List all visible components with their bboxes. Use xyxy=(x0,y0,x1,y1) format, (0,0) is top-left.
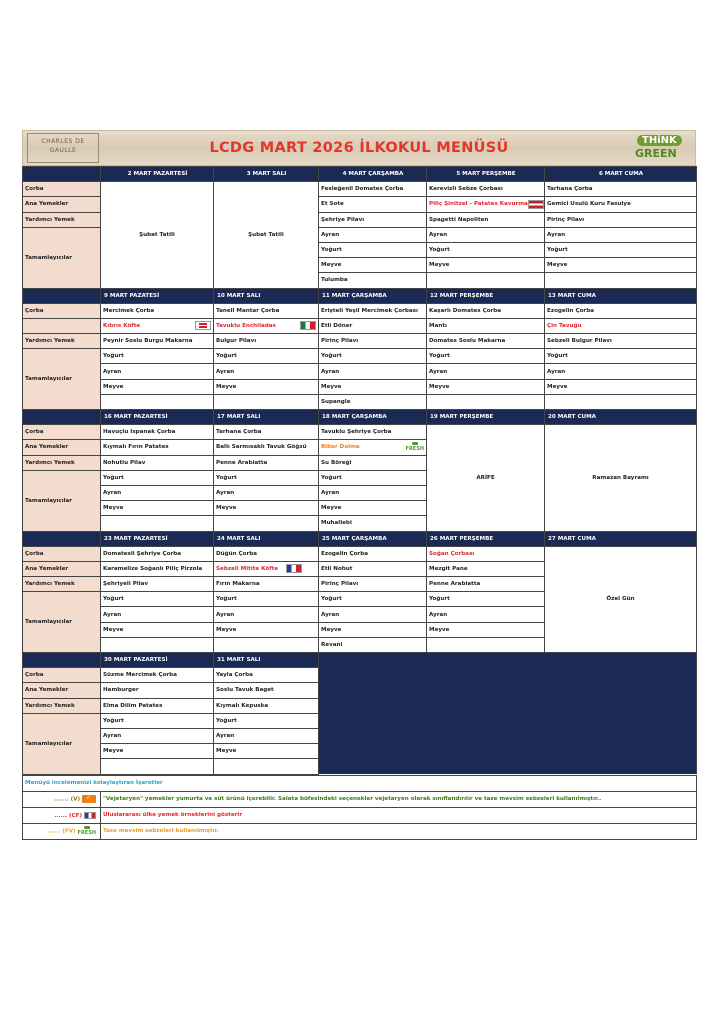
meal-cell: Yoğurt xyxy=(427,349,545,364)
meal-cell: Etli Döner xyxy=(319,318,427,333)
day-header: 12 MART PERŞEMBE xyxy=(427,288,545,303)
meal-cell: Soslu Tavuk Baget xyxy=(214,683,319,698)
meal-cell: Ezogelin Çorba xyxy=(545,303,697,318)
menu-table xyxy=(22,166,697,775)
meal-cell: Elma Dilim Patates xyxy=(101,698,214,713)
holiday-cell: Şubat Tatili xyxy=(214,182,319,288)
meal-cell: Meyve xyxy=(101,501,214,516)
meal-text: Sebzeli Mitite Köfte xyxy=(216,565,279,572)
day-header: 30 MART PAZARTESİ xyxy=(101,653,214,668)
meal-cell: Meyve xyxy=(101,622,214,637)
legend-row-fv xyxy=(23,823,697,839)
day-header: 13 MART CUMA xyxy=(545,288,697,303)
row-label-corba: Çorba xyxy=(23,668,101,683)
meal-cell-international xyxy=(101,318,214,333)
mexico-flag-icon xyxy=(300,321,316,330)
week2-row-yardimci xyxy=(23,334,697,349)
row-label-corba: Çorba xyxy=(23,425,101,440)
fresh-icon-label: FRESH xyxy=(77,830,96,836)
meal-cell: Spagetti Napoliten xyxy=(427,212,545,227)
empty-cell xyxy=(214,516,319,531)
day-header: 5 MART PERŞEMBE xyxy=(427,167,545,182)
meal-cell: Penne Arabiatta xyxy=(214,455,319,470)
meal-cell: Ayran xyxy=(545,227,697,242)
meal-cell: Pirinç Pilavı xyxy=(319,577,427,592)
day-header: 17 MART SALI xyxy=(214,410,319,425)
meal-cell: Mezgit Pane xyxy=(427,561,545,576)
meal-cell: Tarhana Çorba xyxy=(214,425,319,440)
meal-cell: Süzme Mercimek Çorba xyxy=(101,668,214,683)
day-header: 23 MART PAZARTESİ xyxy=(101,531,214,546)
row-label-yardimci: Yardımcı Yemek xyxy=(23,577,101,592)
legend-text-v: "Vejetaryen" yemekler yumurta ve süt ürünü içerebilir. Salata büfesindeki seçenekler vejetaryen olarak sınıflandırılır ve taze mevsim sebzeleri kullanılmıştır.. xyxy=(101,791,697,807)
meal-cell: Supangle xyxy=(319,394,427,409)
school-logo-text: CHARLES DE GAULLE xyxy=(41,138,85,154)
week4-header-blank xyxy=(23,531,101,546)
austria-flag-icon xyxy=(528,200,544,209)
meal-cell: Ayran xyxy=(319,364,427,379)
empty-cell xyxy=(427,394,545,409)
week1-header xyxy=(23,167,697,182)
empty-cell xyxy=(427,637,545,652)
meal-cell: Yoğurt xyxy=(101,592,214,607)
meal-cell: Ayran xyxy=(427,364,545,379)
day-header: 9 MART PAZATESİ xyxy=(101,288,214,303)
meal-cell: Mantı xyxy=(427,318,545,333)
meal-cell: Meyve xyxy=(214,744,319,759)
holiday-cell: Şubat Tatili xyxy=(101,182,214,288)
meal-cell: Tanell Mantar Çorba xyxy=(214,303,319,318)
week3-header-blank xyxy=(23,410,101,425)
think-green-logo xyxy=(625,134,689,163)
meal-cell: Ayran xyxy=(101,364,214,379)
meal-cell: Yoğurt xyxy=(214,713,319,728)
empty-cell xyxy=(101,516,214,531)
vegetarian-icon xyxy=(82,795,96,803)
flag-icon xyxy=(84,812,96,819)
meal-cell: Yoğurt xyxy=(101,349,214,364)
meal-cell: Kaşarlı Domates Çorba xyxy=(427,303,545,318)
meal-cell: Fırın Makarna xyxy=(214,577,319,592)
france-flag-icon xyxy=(286,564,302,573)
week2-row-tam1 xyxy=(23,349,697,364)
holiday-cell: Ramazan Bayramı xyxy=(545,425,697,531)
row-label-tamamlayici: Tamamlayıcılar xyxy=(23,349,101,410)
meal-cell: Şehriyeli Pilav xyxy=(101,577,214,592)
week3-header xyxy=(23,410,697,425)
week2-row-tam2 xyxy=(23,364,697,379)
meal-cell: Meyve xyxy=(101,379,214,394)
week4-row-corba xyxy=(23,546,697,561)
meal-cell: Mercimek Çorba xyxy=(101,303,214,318)
meal-cell: Domatesli Şehriye Çorba xyxy=(101,546,214,561)
row-label-tamamlayici: Tamamlayıcılar xyxy=(23,592,101,653)
meal-cell: Kerevizli Sebze Çorbası xyxy=(427,182,545,197)
meal-text: Tavuklu Enchiladas xyxy=(216,322,276,329)
row-label-ana: Ana Yemekler xyxy=(23,561,101,576)
meal-cell-fresh xyxy=(319,440,427,455)
legend-key-cf xyxy=(23,807,101,823)
meal-cell: Meyve xyxy=(319,379,427,394)
meal-cell: Pirinç Pilavı xyxy=(545,212,697,227)
week2-header xyxy=(23,288,697,303)
meal-cell: Yoğurt xyxy=(319,349,427,364)
meal-cell: Yoğurt xyxy=(319,470,427,485)
meal-cell: Peynir Soslu Burgu Makarna xyxy=(101,334,214,349)
meal-cell: Meyve xyxy=(545,379,697,394)
row-label-ana: Ana Yemekler xyxy=(23,440,101,455)
meal-cell: Nohutlu Pilav xyxy=(101,455,214,470)
meal-cell: Yoğurt xyxy=(214,470,319,485)
meal-cell: Ayran xyxy=(545,364,697,379)
holiday-cell: ARİFE xyxy=(427,425,545,531)
day-header: 26 MART PERŞEMBE xyxy=(427,531,545,546)
week2-row-ana xyxy=(23,318,697,333)
menu-sheet xyxy=(22,130,696,840)
meal-cell: Meyve xyxy=(214,622,319,637)
legend-title: Menüyü incelemenizi kolaylaştıran İşaretler xyxy=(23,775,697,791)
day-header: 3 MART SALI xyxy=(214,167,319,182)
meal-cell: Meyve xyxy=(427,622,545,637)
row-label-tamamlayici: Tamamlayıcılar xyxy=(23,227,101,288)
row-label-corba: Çorba xyxy=(23,546,101,561)
meal-text: Piliç Şinitzel - Patates Kavurma xyxy=(429,201,528,208)
week5-header-blank xyxy=(23,653,101,668)
meal-cell: Ayran xyxy=(427,227,545,242)
meal-cell: Yoğurt xyxy=(101,713,214,728)
meal-cell: Yoğurt xyxy=(319,592,427,607)
meal-cell: Tavuklu Şehriye Çorba xyxy=(319,425,427,440)
meal-cell: Kıymalı Fırın Patates xyxy=(101,440,214,455)
legend-row-v xyxy=(23,791,697,807)
meal-cell: Muhallebi xyxy=(319,516,427,531)
page-title: LCDG MART 2026 İLKOKUL MENÜSÜ xyxy=(209,140,509,156)
empty-cell xyxy=(545,273,697,288)
day-header: 20 MART CUMA xyxy=(545,410,697,425)
day-header: 10 MART SALI xyxy=(214,288,319,303)
empty-cell xyxy=(427,273,545,288)
meal-cell: Ayran xyxy=(319,227,427,242)
meal-cell: Penne Arabiatta xyxy=(427,577,545,592)
meal-cell: Yoğurt xyxy=(214,349,319,364)
meal-cell: Soğan Çorbası xyxy=(427,546,545,561)
meal-cell: Şehriye Pilavı xyxy=(319,212,427,227)
meal-cell: Yayla Çorba xyxy=(214,668,319,683)
row-label-yardimci: Yardımcı Yemek xyxy=(23,455,101,470)
meal-cell: Meyve xyxy=(319,622,427,637)
empty-cell xyxy=(214,394,319,409)
meal-cell: Yoğurt xyxy=(427,592,545,607)
week5-header xyxy=(23,653,697,668)
week3-row-corba xyxy=(23,425,697,440)
meal-cell: Revani xyxy=(319,637,427,652)
empty-cell xyxy=(101,394,214,409)
meal-cell: Meyve xyxy=(545,258,697,273)
empty-area xyxy=(319,653,697,775)
meal-cell: Gemici Usulü Kuru Fasulye xyxy=(545,197,697,212)
meal-cell: Ayran xyxy=(427,607,545,622)
row-label-yardimci: Yardımcı Yemek xyxy=(23,698,101,713)
legend-row-cf xyxy=(23,807,697,823)
row-label-ana: Ana Yemekler xyxy=(23,197,101,212)
cyprus-flag-icon xyxy=(195,321,211,330)
legend-text-cf: Uluslararası ülke yemek örneklerini gösterir xyxy=(101,807,697,823)
meal-cell: Meyve xyxy=(101,744,214,759)
legend-title-row xyxy=(23,775,697,791)
week2-row-tam3 xyxy=(23,379,697,394)
meal-cell: Düğün Çorba xyxy=(214,546,319,561)
day-header: 6 MART CUMA xyxy=(545,167,697,182)
legend-text-fv: Taze mevsim sebzeleri kullanılmıştır. xyxy=(101,823,697,839)
meal-cell: Tarhana Çorba xyxy=(545,182,697,197)
meal-cell-international xyxy=(545,318,697,333)
row-label-corba: Çorba xyxy=(23,303,101,318)
meal-cell: Domates Soslu Makarna xyxy=(427,334,545,349)
week2-row-tam4 xyxy=(23,394,697,409)
week1-row-corba xyxy=(23,182,697,197)
row-label-yardimci: Yardımcı Yemek xyxy=(23,212,101,227)
meal-cell: Kıymalı Kepuska xyxy=(214,698,319,713)
week2-row-corba xyxy=(23,303,697,318)
legend-key-text: ...... (FV) xyxy=(47,828,76,835)
legend-key-text: ....... (V) xyxy=(53,796,81,803)
meal-cell: Etli Nohut xyxy=(319,561,427,576)
fresh-leaf-icon xyxy=(406,442,424,452)
meal-cell-international xyxy=(214,318,319,333)
empty-cell xyxy=(214,637,319,652)
meal-cell: Meyve xyxy=(214,501,319,516)
week1-header-blank xyxy=(23,167,101,182)
day-header: 27 MART CUMA xyxy=(545,531,697,546)
day-header: 2 MART PAZARTESİ xyxy=(101,167,214,182)
empty-cell xyxy=(101,759,214,774)
special-day-cell: Özel Gün xyxy=(545,546,697,652)
meal-cell: Ayran xyxy=(214,728,319,743)
legend-key-text: ...... (CF) xyxy=(54,812,83,819)
meal-cell: Ayran xyxy=(319,607,427,622)
meal-cell: Meyve xyxy=(319,501,427,516)
meal-text: Biber Dolma xyxy=(321,444,360,451)
meal-cell: Meyve xyxy=(319,258,427,273)
meal-cell: Yoğurt xyxy=(319,242,427,257)
day-header: 19 MART PERŞEMBE xyxy=(427,410,545,425)
meal-text: Çin Tavuğu xyxy=(547,322,582,329)
meal-text: Kıbrıs Köfte xyxy=(103,322,141,329)
week2-header-blank xyxy=(23,288,101,303)
empty-cell xyxy=(101,637,214,652)
meal-cell: Meyve xyxy=(427,379,545,394)
think-green-logo-top: THiNK xyxy=(637,135,682,146)
row-label-tamamlayici: Tamamlayıcılar xyxy=(23,713,101,774)
meal-cell: Ayran xyxy=(319,485,427,500)
meal-cell: Yoğurt xyxy=(545,242,697,257)
fresh-leaf-icon xyxy=(78,826,96,836)
meal-cell: Karamelize Soğanlı Piliç Pirzola xyxy=(101,561,214,576)
day-header: 24 MART SALI xyxy=(214,531,319,546)
meal-cell: Yoğurt xyxy=(214,592,319,607)
meal-cell: Havuçlu Ispanak Çorba xyxy=(101,425,214,440)
legend-key-fv xyxy=(23,823,101,839)
day-header: 31 MART SALI xyxy=(214,653,319,668)
meal-cell: Hamburger xyxy=(101,683,214,698)
day-header: 16 MART PAZARTESİ xyxy=(101,410,214,425)
meal-cell: Meyve xyxy=(427,258,545,273)
meal-cell: Yoğurt xyxy=(427,242,545,257)
meal-cell: Yoğurt xyxy=(545,349,697,364)
meal-cell: Erişteli Yeşil Mercimek Çorbası xyxy=(319,303,427,318)
meal-cell: Ayran xyxy=(214,607,319,622)
legend-key-v xyxy=(23,791,101,807)
meal-cell: Ayran xyxy=(101,607,214,622)
row-label-tamamlayici: Tamamlayıcılar xyxy=(23,470,101,531)
week4-header xyxy=(23,531,697,546)
row-label-ana: Ana Yemekler xyxy=(23,683,101,698)
meal-cell: Pirinç Pilavı xyxy=(319,334,427,349)
meal-cell: Tulumba xyxy=(319,273,427,288)
meal-cell: Ezogelin Çorba xyxy=(319,546,427,561)
day-header: 11 MART ÇARŞAMBA xyxy=(319,288,427,303)
legend-table xyxy=(22,775,697,840)
meal-cell-international xyxy=(427,197,545,212)
day-header: 4 MART ÇARŞAMBA xyxy=(319,167,427,182)
meal-cell: Yoğurt xyxy=(101,470,214,485)
day-header: 18 MART ÇARŞAMBA xyxy=(319,410,427,425)
meal-cell: Ballı Sarmısaklı Tavuk Göğsü xyxy=(214,440,319,455)
row-label-yardimci: Yardımcı Yemek xyxy=(23,334,101,349)
meal-cell: Ayran xyxy=(101,485,214,500)
meal-cell: Et Sote xyxy=(319,197,427,212)
meal-cell: Meyve xyxy=(214,379,319,394)
meal-cell: Sebzeli Bulgur Pilavı xyxy=(545,334,697,349)
think-green-logo-bottom: GREEN xyxy=(635,147,677,160)
banner xyxy=(22,130,696,166)
meal-cell: Bulgur Pilavı xyxy=(214,334,319,349)
empty-cell xyxy=(545,394,697,409)
fresh-icon-label: FRESH xyxy=(405,446,424,453)
meal-cell: Su Böreği xyxy=(319,455,427,470)
meal-cell: Ayran xyxy=(214,364,319,379)
row-label-empty xyxy=(23,318,101,333)
meal-cell-international xyxy=(214,561,319,576)
row-label-corba: Çorba xyxy=(23,182,101,197)
meal-cell: Ayran xyxy=(214,485,319,500)
meal-cell: Ayran xyxy=(101,728,214,743)
empty-cell xyxy=(214,759,319,774)
meal-cell: Fesleğenli Domates Çorba xyxy=(319,182,427,197)
day-header: 25 MART ÇARŞAMBA xyxy=(319,531,427,546)
